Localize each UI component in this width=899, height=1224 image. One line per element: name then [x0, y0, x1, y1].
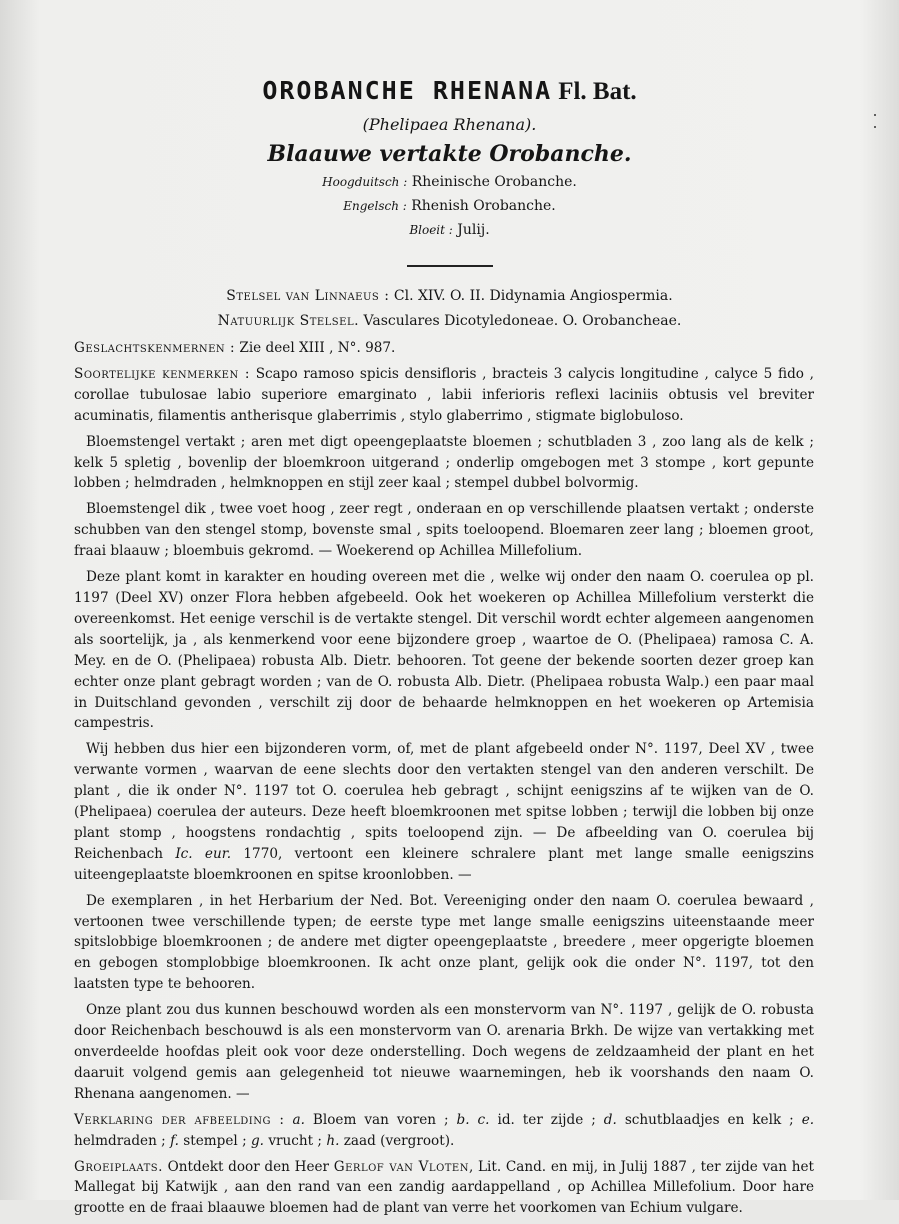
german-name: Rheinische Orobanche. — [411, 174, 577, 190]
habitat-label: Groeiplaats. — [74, 1158, 163, 1175]
paragraph-herbarium: De exemplaren , in het Herbarium der Ned. Bot. Vereeniging onder den naam O. coerulea bewaard , vertoonen twee verschillende typen; de eerste type met lange smalle eenigszins uiteenstaande meer spitslobbige bloemkroonen ; de andere met digter opeengeplaatste , breedere , meer opgerigte bloemen en gebogen stomplobbige bloemkroonen. Ik acht onze plant, gelijk ook die onder N°. 1197, tot den laatsten type te behooren. — [74, 892, 814, 993]
german-label: Hoogduitsch : — [322, 175, 408, 189]
body-text — [74, 338, 814, 1224]
paragraph-description-dutch: Bloemstengel vertakt ; aren met digt opeengeplaatste bloemen ; schutbladen 3 , zoo lang als de kelk ; kelk 5 spletig , bovenlip der bloemkroon uitgerand ; onderlip omgebogen met 3 stompe , kort gepunte lobben ; helmdraden , helmknoppen en stijl zeer kaal ; stempel dubbel bolvormig. — [74, 433, 814, 492]
variant-text-b: 1770, vertoont een kleinere schralere plant met lange smalle eenigszins uiteengeplaatste bloemkroonen en spitse kroonlobben. — — [74, 845, 814, 883]
english-name: Rhenish Orobanche. — [411, 198, 556, 214]
fig-letter-a: a. — [292, 1111, 305, 1128]
english-name-line — [0, 195, 899, 217]
fig-text-e: helmdraden ; — [74, 1132, 166, 1149]
explanation-label: Verklaring der afbeelding : — [74, 1111, 285, 1128]
title-suffix: Fl. Bat. — [558, 78, 637, 105]
paragraph-stem: Bloemstengel dik , twee voet hoog , zeer regt , onderaan en op verschillende plaatsen vertakt ; onderste schubben van den stengel stomp, bovenste smal , spits toeloopend. Bloemaren zeer lang ; bloemen groot, fraai blaauw ; bloembuis gekromd. — Woekerend op Achillea Millefolium. — [74, 501, 814, 560]
linnaeus-system-line — [0, 288, 899, 304]
synonym: (Phelipaea Rhenana). — [362, 115, 537, 134]
reference-title: Ic. eur. — [175, 845, 232, 862]
title-block — [0, 74, 899, 267]
natural-system-line — [0, 313, 899, 329]
fig-text-a: Bloem van voren ; — [312, 1111, 449, 1128]
linnaeus-value: Cl. XIV. O. II. Didynamia Angiospermia. — [393, 288, 673, 304]
bloom-line — [0, 219, 899, 241]
fig-text-d: schutblaadjes en kelk ; — [624, 1111, 794, 1128]
dutch-name: Blaauwe vertakte Orobanche. — [267, 141, 632, 167]
fig-letter-g: g. — [250, 1132, 265, 1149]
divider-rule — [407, 265, 493, 267]
english-label: Engelsch : — [343, 199, 407, 213]
german-name-line — [0, 171, 899, 193]
habitat-text-b: , Lit. Cand. en mij, in Julij 1887 , ter zijde van het Mallegat bij Katwijk , aan den rand van een zandig aardappelland , op Achillea Millefolium. Door hare grootte en de fraai blaauwe bloemen had de plant van verre het voorkomen van Echium vulgare. — [74, 1158, 814, 1217]
variant-text-a: Wij hebben dus hier een bijzonderen vorm, of, met de plant afgebeeld onder N°. 1197, Deel XV , twee verwante vormen , waarvan de eene slechts door den vertakten stengel van den anderen verschilt. De plant , die ik onder N°. 1197 tot O. coerulea heb gebragt , schijnt eenigszins af te wijken van de O. (Phelipaea) coerulea der auteurs. Deze heeft bloemkroonen met spitse lobben ; terwijl die lobben bij onze plant stomp , hoogstens rondachtig , spits toeloopend zijn. — De afbeelding van O. coerulea bij Reichenbach — [74, 741, 814, 862]
natural-label: Natuurlijk Stelsel. — [217, 313, 360, 329]
species-characters — [74, 364, 814, 427]
paragraph-conclusion: Onze plant zou dus kunnen beschouwd worden als een monstervorm van N°. 1197 , gelijk de O. robusta door Reichenbach beschouwd is als een monstervorm van O. arenaria Brkh. De wijze van vertakking met onverdeelde hoofdas pleit ook voor deze onderstelling. Doch wegens de zeldzaamheid der plant en het daaruit volgend gemis aan gelegenheid tot nieuwe waarnemingen, heb ik voorshands den naam O. Rhenana aangenomen. — — [74, 1002, 814, 1102]
fig-letter-d: d. — [603, 1111, 617, 1128]
page-title — [0, 74, 899, 109]
fig-letter-bc: b. c. — [456, 1111, 490, 1128]
species-label: Soortelijke kenmerken : — [74, 365, 251, 382]
bloom-label: Bloeit : — [409, 223, 453, 237]
genus-characters — [74, 338, 814, 359]
fig-letter-f: f. — [170, 1132, 179, 1149]
fig-letter-e: e. — [801, 1111, 815, 1128]
species-text: Scapo ramoso spicis densifloris , bracteis 3 calycis longitudine , calyce 5 fido , corollae tubulosae labio superiore emarginato , labii inferioris reflexi laciniis obtusis vel breviter acuminatis, filamentis antherisque glaberrimis , stylo glaberrimo , stigmate biglobuloso. — [74, 365, 815, 424]
habitat — [74, 1157, 814, 1220]
fig-text-g: vrucht ; — [268, 1132, 323, 1149]
paragraph-comparison: Deze plant komt in karakter en houding overeen met die , welke wij onder den naam O. coerulea op pl. 1197 (Deel XV) onzer Flora hebben afgebeeld. Ook het woekeren op Achillea Millefolium versterkt die overeenkomst. Het eenige verschil is de vertakte stengel. Dit verschil wordt echter algemeen aangenomen als soortelijk, ja , als kenmerkend voor eene bijzondere groep , waartoe de O. (Phelipaea) ramosa C. A. Mey. en de O. (Phelipaea) robusta Alb. Dietr. behooren. Tot geene der bekende soorten dezer groep kan echter onze plant gebragt worden ; van de O. robusta Alb. Dietr. (Phelipaea robusta Walp.) een paar maal in Duitschland gevonden , verschilt zij door de behaarde helmknoppen en het woekeren op Artemisia campestris. — [74, 569, 814, 732]
species-name: OROBANCHE RHENANA — [262, 76, 553, 105]
linnaeus-label: Stelsel van Linnaeus : — [226, 288, 390, 304]
genus-value: Zie deel XIII , N°. 987. — [239, 340, 396, 356]
paragraph-variant — [74, 739, 814, 885]
genus-label: Geslachtskenmernen : — [74, 340, 236, 356]
natural-value: Vasculares Dicotyledoneae. O. Orobancheae. — [363, 313, 682, 329]
discoverer-name: Gerlof van Vloten — [333, 1158, 469, 1175]
fig-text-f: stempel ; — [183, 1132, 247, 1149]
figure-explanation — [74, 1110, 814, 1152]
fig-text-h: zaad (vergroot). — [343, 1132, 455, 1149]
habitat-text-a: Ontdekt door den Heer — [167, 1158, 330, 1175]
fig-text-bc: id. ter zijde ; — [497, 1111, 596, 1128]
print-speck-icon — [873, 112, 877, 132]
bloom-value: Julij. — [457, 222, 490, 238]
fig-letter-h: h. — [326, 1132, 340, 1149]
